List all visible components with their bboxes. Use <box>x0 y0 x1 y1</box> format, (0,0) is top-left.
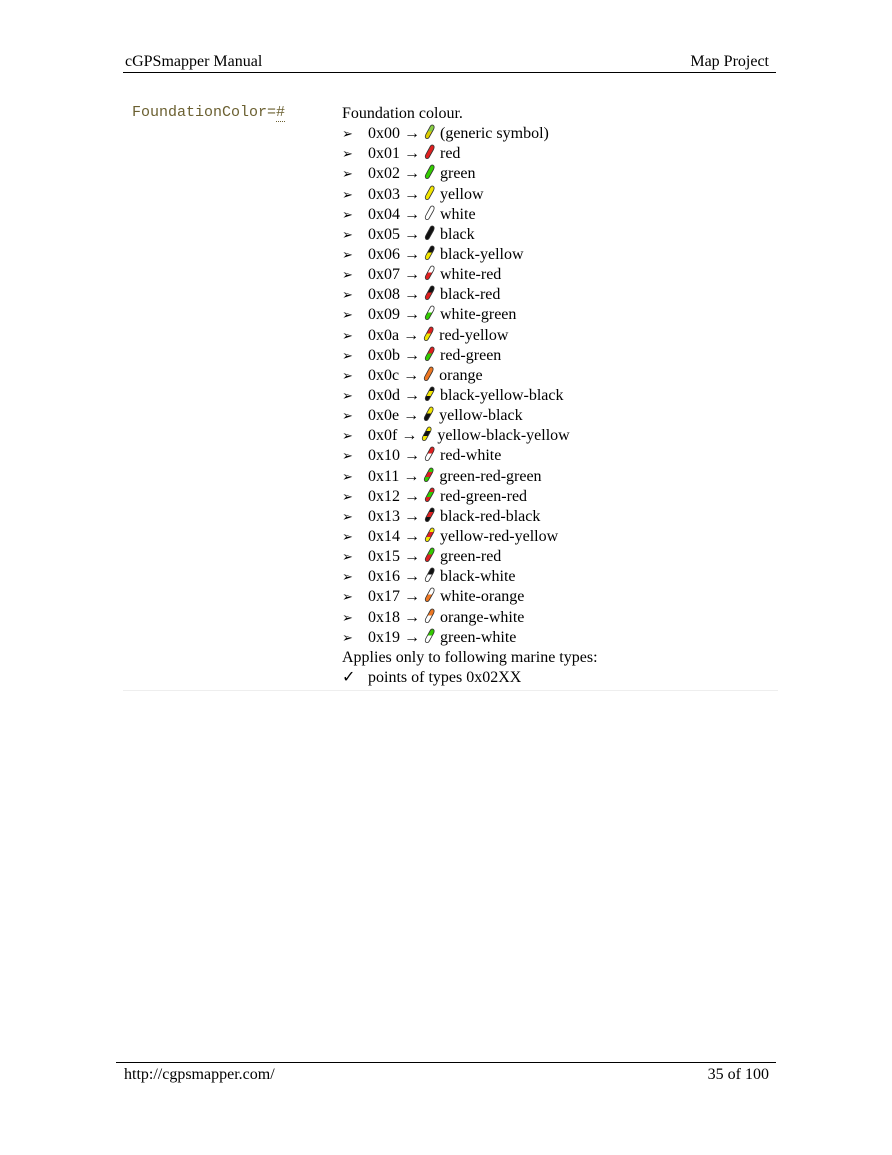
arrow-bullet-icon: ➢ <box>342 287 353 303</box>
color-code: 0x06 <box>368 245 400 263</box>
color-item <box>342 205 598 225</box>
buoy-symbol-icon <box>422 468 439 485</box>
right-arrow-icon: → <box>404 628 420 646</box>
color-label: black-yellow-black <box>440 386 564 404</box>
parameter-hash: # <box>276 104 286 121</box>
arrow-bullet-icon: ➢ <box>342 508 353 524</box>
buoy-symbol-icon <box>423 588 440 605</box>
buoy-symbol-icon <box>423 609 440 626</box>
color-item <box>342 507 598 527</box>
color-item <box>342 185 598 205</box>
color-code: 0x10 <box>368 447 400 465</box>
color-list <box>342 124 598 648</box>
buoy-symbol-icon <box>423 508 440 525</box>
buoy-symbol-icon <box>422 407 439 424</box>
color-item <box>342 628 598 648</box>
arrow-bullet-icon: ➢ <box>342 186 353 202</box>
buoy-symbol-icon <box>423 347 440 364</box>
buoy-symbol-icon <box>423 488 440 505</box>
color-label: green <box>440 165 476 183</box>
right-arrow-icon: → <box>404 386 420 404</box>
color-label: red-green-red <box>440 487 528 505</box>
buoy-symbol-icon <box>423 246 440 263</box>
color-label: black <box>440 225 475 243</box>
color-item <box>342 346 598 366</box>
color-code: 0x03 <box>368 185 400 203</box>
color-code: 0x0f <box>368 427 398 445</box>
right-arrow-icon: → <box>404 165 420 183</box>
right-arrow-icon: → <box>404 286 420 304</box>
color-item <box>342 527 598 547</box>
right-arrow-icon: → <box>404 487 420 505</box>
color-code: 0x19 <box>368 628 400 646</box>
arrow-bullet-icon: ➢ <box>342 589 353 605</box>
right-arrow-icon: → <box>404 548 420 566</box>
right-arrow-icon: → <box>404 245 420 263</box>
right-arrow-icon: → <box>403 407 420 425</box>
arrow-bullet-icon: ➢ <box>342 166 353 182</box>
color-item <box>342 245 598 265</box>
color-code: 0x0e <box>368 407 400 425</box>
page-footer <box>116 1062 776 1087</box>
color-item <box>342 386 598 406</box>
color-item <box>342 285 598 305</box>
right-arrow-icon: → <box>404 568 420 586</box>
color-label: orange <box>439 366 483 384</box>
color-label: orange-white <box>440 608 525 626</box>
page-number: 35 of 100 <box>707 1066 769 1083</box>
buoy-symbol-icon <box>423 226 440 243</box>
buoy-symbol-icon <box>423 528 440 545</box>
applies-list <box>342 668 598 688</box>
right-arrow-icon: → <box>404 266 420 284</box>
right-arrow-icon: → <box>404 507 420 525</box>
color-code: 0x0b <box>368 346 400 364</box>
color-label: yellow <box>440 185 484 203</box>
right-arrow-icon: → <box>403 467 420 485</box>
right-arrow-icon: → <box>403 326 420 344</box>
arrow-bullet-icon: ➢ <box>342 428 353 444</box>
buoy-symbol-icon <box>423 306 440 323</box>
arrow-bullet-icon: ➢ <box>342 267 353 283</box>
arrow-bullet-icon: ➢ <box>342 327 353 343</box>
page-header <box>123 50 776 73</box>
right-arrow-icon: → <box>404 608 420 626</box>
color-label: red-green <box>440 346 502 364</box>
color-code: 0x17 <box>368 588 400 606</box>
color-item <box>342 547 598 567</box>
color-code: 0x02 <box>368 165 400 183</box>
arrow-bullet-icon: ➢ <box>342 629 353 645</box>
color-label: green-red-green <box>439 467 542 485</box>
color-label: yellow-black-yellow <box>437 427 570 445</box>
buoy-symbol-icon <box>423 629 440 646</box>
color-label: white-orange <box>440 588 525 606</box>
arrow-bullet-icon: ➢ <box>342 488 353 504</box>
color-item <box>342 265 598 285</box>
arrow-bullet-icon: ➢ <box>342 569 353 585</box>
manual-title: cGPSmapper Manual <box>125 53 263 70</box>
right-arrow-icon: → <box>404 205 420 223</box>
right-arrow-icon: → <box>404 185 420 203</box>
arrow-bullet-icon: ➢ <box>342 367 353 383</box>
color-code: 0x0c <box>368 366 400 384</box>
color-item <box>342 366 598 386</box>
color-code: 0x15 <box>368 548 400 566</box>
buoy-symbol-icon <box>422 327 439 344</box>
right-arrow-icon: → <box>404 306 420 324</box>
color-label: red-yellow <box>439 326 509 344</box>
section-title: Map Project <box>690 53 769 70</box>
color-code: 0x0d <box>368 386 400 404</box>
color-code: 0x14 <box>368 527 400 545</box>
color-code: 0x0a <box>368 326 400 344</box>
color-label: black-red-black <box>440 507 541 525</box>
color-code: 0x16 <box>368 568 400 586</box>
arrow-bullet-icon: ➢ <box>342 609 353 625</box>
buoy-symbol-icon <box>423 568 440 585</box>
color-label: white <box>440 205 476 223</box>
color-item <box>342 608 598 628</box>
applies-item <box>342 668 598 688</box>
color-code: 0x08 <box>368 286 400 304</box>
color-code: 0x09 <box>368 306 400 324</box>
color-label: (generic symbol) <box>440 125 549 143</box>
right-arrow-icon: → <box>403 366 420 384</box>
arrow-bullet-icon: ➢ <box>342 468 353 484</box>
color-item <box>342 326 598 346</box>
color-item <box>342 225 598 245</box>
buoy-symbol-icon <box>423 206 440 223</box>
color-label: black-white <box>440 568 516 586</box>
arrow-bullet-icon: ➢ <box>342 549 353 565</box>
color-code: 0x13 <box>368 507 400 525</box>
right-arrow-icon: → <box>404 588 420 606</box>
color-code: 0x18 <box>368 608 400 626</box>
arrow-bullet-icon: ➢ <box>342 146 353 162</box>
buoy-symbol-icon <box>423 286 440 303</box>
buoy-symbol-icon <box>423 548 440 565</box>
color-code: 0x11 <box>368 467 400 485</box>
applies-item-text: points of types 0x02XX <box>368 668 522 686</box>
color-item <box>342 164 598 184</box>
color-item <box>342 446 598 466</box>
color-item <box>342 587 598 607</box>
color-code: 0x07 <box>368 266 400 284</box>
parameter-description <box>342 104 598 688</box>
arrow-bullet-icon: ➢ <box>342 528 353 544</box>
arrow-bullet-icon: ➢ <box>342 226 353 242</box>
color-label: red <box>440 145 461 163</box>
color-item <box>342 567 598 587</box>
color-item <box>342 426 598 446</box>
applies-text: Applies only to following marine types: <box>342 648 598 666</box>
color-item <box>342 487 598 507</box>
check-icon: ✓ <box>342 668 356 686</box>
generic-symbol-icon <box>423 125 440 142</box>
color-label: green-red <box>440 548 502 566</box>
color-code: 0x12 <box>368 487 400 505</box>
color-label: white-green <box>440 306 517 324</box>
arrow-bullet-icon: ➢ <box>342 206 353 222</box>
color-item <box>342 144 598 164</box>
color-label: black-yellow <box>440 245 524 263</box>
parameter-name <box>132 104 285 121</box>
color-label: green-white <box>440 628 517 646</box>
table-divider <box>123 690 778 691</box>
color-label: yellow-red-yellow <box>440 527 559 545</box>
right-arrow-icon: → <box>404 145 420 163</box>
right-arrow-icon: → <box>404 225 420 243</box>
arrow-bullet-icon: ➢ <box>342 448 353 464</box>
description-text: Foundation colour. <box>342 105 463 122</box>
right-arrow-icon: → <box>401 427 418 445</box>
arrow-bullet-icon: ➢ <box>342 408 353 424</box>
buoy-symbol-icon <box>423 266 440 283</box>
color-code: 0x00 <box>368 125 400 143</box>
color-label: red-white <box>440 447 502 465</box>
color-item <box>342 124 598 144</box>
color-label: white-red <box>440 266 502 284</box>
buoy-symbol-icon <box>423 186 440 203</box>
color-label: black-red <box>440 286 501 304</box>
right-arrow-icon: → <box>404 447 420 465</box>
buoy-symbol-icon <box>422 367 439 384</box>
buoy-symbol-icon <box>423 387 440 404</box>
color-item <box>342 406 598 426</box>
color-code: 0x05 <box>368 225 400 243</box>
color-label: yellow-black <box>439 407 523 425</box>
right-arrow-icon: → <box>404 125 420 143</box>
footer-url: http://cgpsmapper.com/ <box>124 1066 275 1083</box>
arrow-bullet-icon: ➢ <box>342 387 353 403</box>
right-arrow-icon: → <box>404 346 420 364</box>
buoy-symbol-icon <box>420 427 437 444</box>
buoy-symbol-icon <box>423 145 440 162</box>
arrow-bullet-icon: ➢ <box>342 246 353 262</box>
buoy-symbol-icon <box>423 447 440 464</box>
color-item <box>342 467 598 487</box>
parameter-key: FoundationColor= <box>132 104 277 121</box>
arrow-bullet-icon: ➢ <box>342 347 353 363</box>
color-item <box>342 305 598 325</box>
buoy-symbol-icon <box>423 165 440 182</box>
right-arrow-icon: → <box>404 527 420 545</box>
color-code: 0x01 <box>368 145 400 163</box>
color-code: 0x04 <box>368 205 400 223</box>
arrow-bullet-icon: ➢ <box>342 126 353 142</box>
arrow-bullet-icon: ➢ <box>342 307 353 323</box>
